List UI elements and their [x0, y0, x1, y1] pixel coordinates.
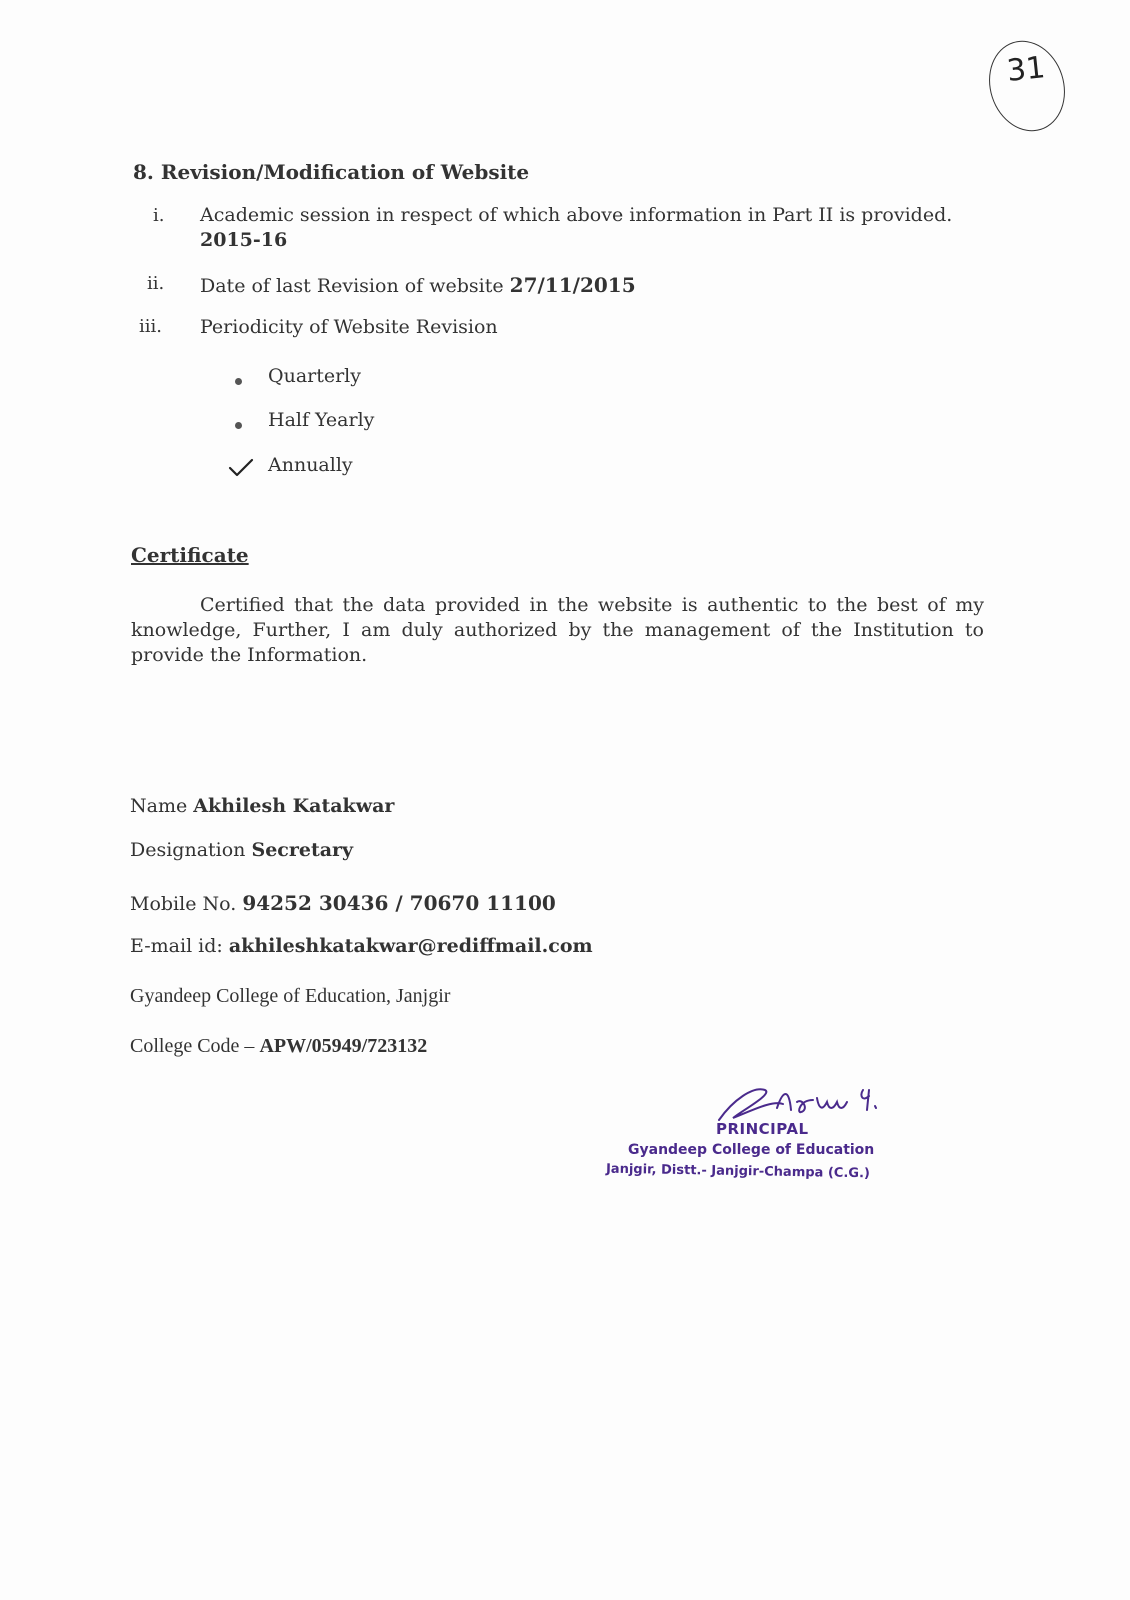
- email-value: akhileshkatakwar@rediffmail.com: [228, 935, 593, 957]
- date-last-revision-value: 27/11/2015: [509, 273, 636, 297]
- academic-session-value: 2015-16: [200, 229, 288, 251]
- designation-line: [130, 839, 353, 861]
- section-heading: 8. Revision/Modification of Website: [133, 160, 530, 184]
- stamp-college: Gyandeep College of Education: [628, 1142, 875, 1158]
- item-numeral-ii: ii.: [147, 273, 165, 294]
- date-last-revision-label: Date of last Revision of website: [200, 275, 504, 297]
- bullet-icon: [235, 422, 242, 429]
- option-half-yearly: Half Yearly: [268, 409, 375, 431]
- stamp-title: PRINCIPAL: [716, 1120, 809, 1138]
- college-code-value: APW/05949/723132: [259, 1035, 428, 1057]
- email-label: E-mail id:: [130, 935, 223, 957]
- page-number: 31: [1005, 50, 1047, 89]
- mobile-value: 94252 30436 / 70670 11100: [242, 891, 556, 915]
- item-academic-session: Academic session in respect of which above information in Part II is provided.: [200, 204, 953, 226]
- certificate-heading: Certificate: [131, 543, 249, 567]
- designation-value: Secretary: [251, 839, 354, 861]
- item-numeral-i: i.: [153, 205, 165, 226]
- college-name: Gyandeep College of Education, Janjgir: [130, 985, 451, 1007]
- college-code-line: [130, 1035, 427, 1058]
- college-code-label: College Code –: [130, 1035, 255, 1057]
- email-line: [130, 935, 593, 957]
- checkmark-icon: [228, 458, 254, 478]
- certificate-body: Certified that the data provided in the website is authentic to the best of my knowledge, Further, I am duly authorized by the management of the Institution to provide the Information.: [131, 594, 984, 666]
- principal-stamp: [605, 1080, 908, 1210]
- mobile-line: [130, 891, 556, 915]
- name-value: Akhilesh Katakwar: [193, 795, 395, 817]
- bullet-icon: [235, 378, 242, 385]
- name-label: Name: [130, 795, 188, 817]
- item-periodicity: Periodicity of Website Revision: [200, 316, 498, 338]
- item-date-last-revision: [200, 273, 636, 297]
- name-line: [130, 795, 394, 817]
- designation-label: Designation: [130, 839, 246, 861]
- item-numeral-iii: iii.: [139, 316, 162, 337]
- stamp-address: Janjgir, Distt.- Janjgir-Champa (C.G.): [605, 1161, 871, 1182]
- option-annually: Annually: [268, 454, 353, 476]
- mobile-label: Mobile No.: [130, 893, 237, 915]
- option-quarterly: Quarterly: [268, 365, 361, 387]
